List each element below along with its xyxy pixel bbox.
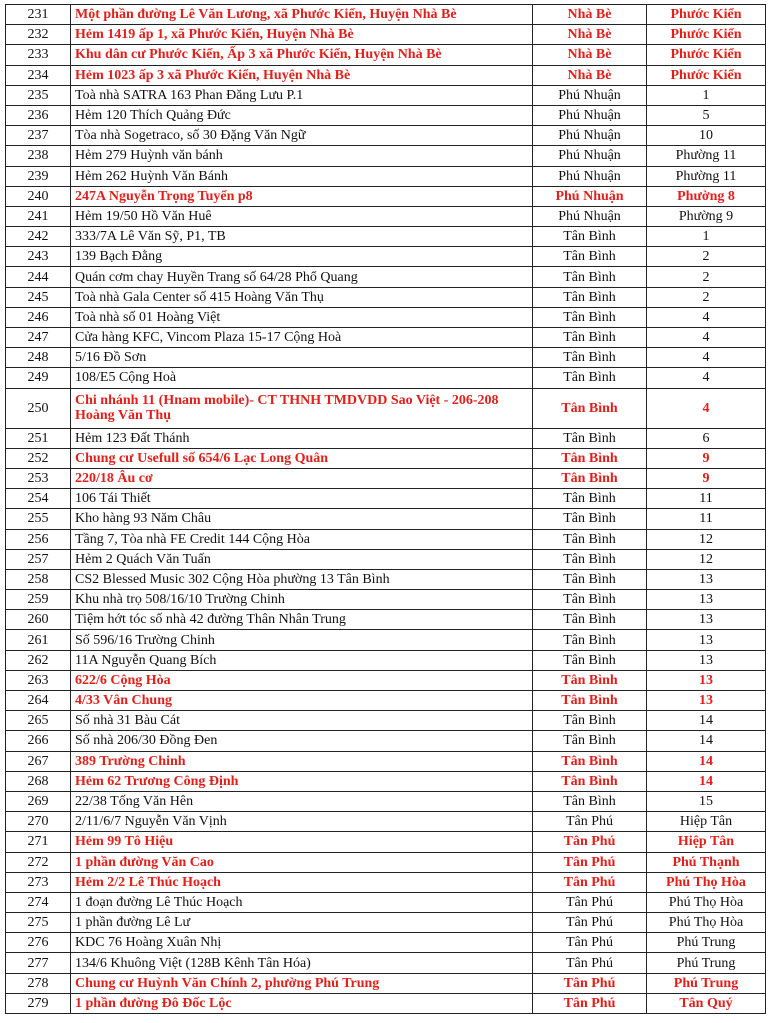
address-cell: Toà nhà Gala Center số 415 Hoàng Văn Thụ: [71, 287, 533, 307]
ward-cell: 13: [647, 590, 766, 610]
district-cell: Tân Bình: [533, 348, 647, 368]
district-cell: Tân Bình: [533, 590, 647, 610]
district-cell: Phú Nhuận: [533, 126, 647, 146]
row-number-cell: 253: [6, 468, 71, 488]
row-number-cell: 270: [6, 812, 71, 832]
district-cell: Tân Phú: [533, 832, 647, 852]
row-number-cell: 235: [6, 85, 71, 105]
ward-cell: 9: [647, 468, 766, 488]
ward-cell: Phú Trung: [647, 933, 766, 953]
ward-cell: 4: [647, 328, 766, 348]
row-number-cell: 247: [6, 328, 71, 348]
table-row: [6, 428, 766, 448]
ward-cell: 14: [647, 771, 766, 791]
row-number-cell: 232: [6, 25, 71, 45]
address-cell: 2/11/6/7 Nguyễn Văn Vịnh: [71, 812, 533, 832]
ward-cell: Phú Trung: [647, 973, 766, 993]
address-cell: 1 phần đường Văn Cao: [71, 852, 533, 872]
address-cell: Hẻm 123 Đất Thánh: [71, 428, 533, 448]
row-number-cell: 269: [6, 791, 71, 811]
address-cell: Hẻm 279 Huỳnh văn bánh: [71, 146, 533, 166]
table-row: [6, 489, 766, 509]
district-cell: Nhà Bè: [533, 25, 647, 45]
table-row: [6, 348, 766, 368]
address-cell: 4/33 Vân Chung: [71, 691, 533, 711]
ward-cell: 4: [647, 368, 766, 388]
row-number-cell: 278: [6, 973, 71, 993]
ward-cell: Hiệp Tân: [647, 812, 766, 832]
ward-cell: 14: [647, 711, 766, 731]
address-cell: 139 Bạch Đằng: [71, 247, 533, 267]
row-number-cell: 274: [6, 892, 71, 912]
row-number-cell: 256: [6, 529, 71, 549]
table-row: [6, 25, 766, 45]
table-row: [6, 670, 766, 690]
row-number-cell: 246: [6, 307, 71, 327]
ward-cell: Phú Trung: [647, 953, 766, 973]
row-number-cell: 245: [6, 287, 71, 307]
address-cell: 220/18 Âu cơ: [71, 468, 533, 488]
row-number-cell: 276: [6, 933, 71, 953]
district-cell: Tân Bình: [533, 610, 647, 630]
district-cell: Tân Bình: [533, 509, 647, 529]
table-row: [6, 913, 766, 933]
table-row: [6, 186, 766, 206]
address-cell: Hẻm 262 Huỳnh Văn Bánh: [71, 166, 533, 186]
district-cell: Nhà Bè: [533, 5, 647, 25]
ward-cell: 2: [647, 287, 766, 307]
row-number-cell: 252: [6, 448, 71, 468]
address-cell: Khu nhà trọ 508/16/10 Trường Chinh: [71, 590, 533, 610]
address-cell: Số nhà 31 Bàu Cát: [71, 711, 533, 731]
row-number-cell: 277: [6, 953, 71, 973]
table-row: [6, 832, 766, 852]
district-cell: Tân Phú: [533, 953, 647, 973]
district-cell: Tân Bình: [533, 771, 647, 791]
district-cell: Nhà Bè: [533, 65, 647, 85]
district-cell: Tân Bình: [533, 388, 647, 428]
address-cell: 333/7A Lê Văn Sỹ, P1, TB: [71, 227, 533, 247]
address-cell: Số 596/16 Trường Chinh: [71, 630, 533, 650]
address-cell: Chi nhánh 11 (Hnam mobile)- CT THNH TMDVDD Sao Việt - 206-208 Hoàng Văn Thụ: [71, 388, 533, 428]
row-number-cell: 272: [6, 852, 71, 872]
row-number-cell: 254: [6, 489, 71, 509]
district-cell: Tân Bình: [533, 691, 647, 711]
row-number-cell: 234: [6, 65, 71, 85]
district-cell: Tân Phú: [533, 933, 647, 953]
address-cell: 108/E5 Cộng Hoà: [71, 368, 533, 388]
row-number-cell: 266: [6, 731, 71, 751]
table-row: [6, 892, 766, 912]
ward-cell: Phú Thọ Hòa: [647, 913, 766, 933]
table-row: [6, 630, 766, 650]
table-row: [6, 227, 766, 247]
district-cell: Tân Bình: [533, 428, 647, 448]
district-cell: Tân Bình: [533, 529, 647, 549]
row-number-cell: 233: [6, 45, 71, 65]
ward-cell: Phước Kiển: [647, 25, 766, 45]
district-cell: Phú Nhuận: [533, 186, 647, 206]
address-cell: Tòa nhà Sogetraco, số 30 Đặng Văn Ngữ: [71, 126, 533, 146]
table-row: [6, 529, 766, 549]
district-cell: Phú Nhuận: [533, 105, 647, 125]
row-number-cell: 265: [6, 711, 71, 731]
district-cell: Tân Bình: [533, 731, 647, 751]
district-cell: Tân Bình: [533, 368, 647, 388]
ward-cell: 2: [647, 267, 766, 287]
row-number-cell: 238: [6, 146, 71, 166]
table-row: [6, 388, 766, 428]
address-cell: Chung cư Huỳnh Văn Chính 2, phường Phú Trung: [71, 973, 533, 993]
row-number-cell: 231: [6, 5, 71, 25]
district-cell: Tân Bình: [533, 307, 647, 327]
ward-cell: Phường 8: [647, 186, 766, 206]
row-number-cell: 271: [6, 832, 71, 852]
table-row: [6, 85, 766, 105]
ward-cell: Phường 11: [647, 146, 766, 166]
row-number-cell: 248: [6, 348, 71, 368]
table-row: [6, 549, 766, 569]
address-cell: 389 Trường Chinh: [71, 751, 533, 771]
district-cell: Tân Phú: [533, 852, 647, 872]
ward-cell: Phú Thạnh: [647, 852, 766, 872]
district-cell: Phú Nhuận: [533, 85, 647, 105]
table-row: [6, 852, 766, 872]
row-number-cell: 261: [6, 630, 71, 650]
address-cell: Kho hàng 93 Năm Châu: [71, 509, 533, 529]
ward-cell: Phước Kiển: [647, 65, 766, 85]
district-cell: Tân Phú: [533, 872, 647, 892]
table-row: [6, 993, 766, 1013]
table-row: [6, 691, 766, 711]
row-number-cell: 258: [6, 569, 71, 589]
address-cell: Khu dân cư Phước Kiển, Ấp 3 xã Phước Kiển, Huyện Nhà Bè: [71, 45, 533, 65]
locations-table-body: [6, 5, 766, 1014]
row-number-cell: 263: [6, 670, 71, 690]
table-row: [6, 953, 766, 973]
ward-cell: Phú Thọ Hòa: [647, 872, 766, 892]
district-cell: Tân Bình: [533, 247, 647, 267]
address-cell: Tiệm hớt tóc số nhà 42 đường Thân Nhân Trung: [71, 610, 533, 630]
address-cell: Hẻm 2/2 Lê Thúc Hoạch: [71, 872, 533, 892]
district-cell: Nhà Bè: [533, 45, 647, 65]
ward-cell: Phú Thọ Hòa: [647, 892, 766, 912]
address-cell: 5/16 Đồ Sơn: [71, 348, 533, 368]
ward-cell: Hiệp Tân: [647, 832, 766, 852]
address-cell: 22/38 Tống Văn Hên: [71, 791, 533, 811]
ward-cell: 1: [647, 85, 766, 105]
row-number-cell: 251: [6, 428, 71, 448]
row-number-cell: 267: [6, 751, 71, 771]
locations-table: [5, 4, 766, 1014]
table-row: [6, 206, 766, 226]
ward-cell: Phường 9: [647, 206, 766, 226]
district-cell: Tân Bình: [533, 227, 647, 247]
table-row: [6, 731, 766, 751]
ward-cell: 14: [647, 751, 766, 771]
address-cell: 622/6 Cộng Hòa: [71, 670, 533, 690]
address-cell: Hẻm 99 Tô Hiệu: [71, 832, 533, 852]
table-row: [6, 610, 766, 630]
district-cell: Phú Nhuận: [533, 206, 647, 226]
table-row: [6, 509, 766, 529]
table-row: [6, 5, 766, 25]
row-number-cell: 240: [6, 186, 71, 206]
district-cell: Tân Bình: [533, 569, 647, 589]
row-number-cell: 236: [6, 105, 71, 125]
district-cell: Tân Bình: [533, 791, 647, 811]
district-cell: Tân Bình: [533, 650, 647, 670]
ward-cell: Phường 11: [647, 166, 766, 186]
row-number-cell: 249: [6, 368, 71, 388]
ward-cell: 9: [647, 448, 766, 468]
row-number-cell: 262: [6, 650, 71, 670]
row-number-cell: 275: [6, 913, 71, 933]
ward-cell: 10: [647, 126, 766, 146]
row-number-cell: 250: [6, 388, 71, 428]
table-row: [6, 872, 766, 892]
ward-cell: 2: [647, 247, 766, 267]
row-number-cell: 241: [6, 206, 71, 226]
ward-cell: 11: [647, 509, 766, 529]
address-cell: Chung cư Usefull số 654/6 Lạc Long Quân: [71, 448, 533, 468]
row-number-cell: 237: [6, 126, 71, 146]
address-cell: KDC 76 Hoàng Xuân Nhị: [71, 933, 533, 953]
table-row: [6, 368, 766, 388]
row-number-cell: 273: [6, 872, 71, 892]
table-row: [6, 126, 766, 146]
address-cell: 1 phần đường Lê Lư: [71, 913, 533, 933]
ward-cell: 4: [647, 388, 766, 428]
ward-cell: 13: [647, 650, 766, 670]
district-cell: Tân Bình: [533, 751, 647, 771]
address-cell: 1 phần đường Đô Đốc Lộc: [71, 993, 533, 1013]
table-row: [6, 812, 766, 832]
table-row: [6, 448, 766, 468]
table-row: [6, 791, 766, 811]
address-cell: 106 Tái Thiết: [71, 489, 533, 509]
address-cell: 247A Nguyễn Trọng Tuyển p8: [71, 186, 533, 206]
table-row: [6, 105, 766, 125]
district-cell: Tân Phú: [533, 993, 647, 1013]
ward-cell: 13: [647, 610, 766, 630]
row-number-cell: 268: [6, 771, 71, 791]
address-cell: Một phần đường Lê Văn Lương, xã Phước Kiển, Huyện Nhà Bè: [71, 5, 533, 25]
row-number-cell: 257: [6, 549, 71, 569]
row-number-cell: 239: [6, 166, 71, 186]
district-cell: Phú Nhuận: [533, 166, 647, 186]
district-cell: Tân Phú: [533, 812, 647, 832]
address-cell: Toà nhà số 01 Hoàng Việt: [71, 307, 533, 327]
table-row: [6, 247, 766, 267]
row-number-cell: 264: [6, 691, 71, 711]
address-cell: Cửa hàng KFC, Vincom Plaza 15-17 Cộng Hoà: [71, 328, 533, 348]
address-cell: 11A Nguyễn Quang Bích: [71, 650, 533, 670]
ward-cell: 4: [647, 307, 766, 327]
row-number-cell: 243: [6, 247, 71, 267]
table-row: [6, 267, 766, 287]
row-number-cell: 242: [6, 227, 71, 247]
district-cell: Tân Phú: [533, 973, 647, 993]
table-row: [6, 751, 766, 771]
district-cell: Tân Bình: [533, 267, 647, 287]
address-cell: Hẻm 1023 ấp 3 xã Phước Kiển, Huyện Nhà Bè: [71, 65, 533, 85]
ward-cell: 13: [647, 630, 766, 650]
address-cell: Số nhà 206/30 Đồng Đen: [71, 731, 533, 751]
district-cell: Tân Bình: [533, 711, 647, 731]
table-row: [6, 468, 766, 488]
table-row: [6, 287, 766, 307]
ward-cell: 11: [647, 489, 766, 509]
ward-cell: Phước Kiển: [647, 45, 766, 65]
district-cell: Tân Bình: [533, 670, 647, 690]
table-row: [6, 590, 766, 610]
district-cell: Tân Bình: [533, 489, 647, 509]
ward-cell: Tân Quý: [647, 993, 766, 1013]
row-number-cell: 259: [6, 590, 71, 610]
ward-cell: 12: [647, 549, 766, 569]
row-number-cell: 244: [6, 267, 71, 287]
row-number-cell: 260: [6, 610, 71, 630]
table-row: [6, 933, 766, 953]
table-row: [6, 45, 766, 65]
ward-cell: 6: [647, 428, 766, 448]
table-row: [6, 771, 766, 791]
district-cell: Tân Bình: [533, 549, 647, 569]
district-cell: Tân Bình: [533, 448, 647, 468]
address-cell: Quán cơm chay Huyền Trang số 64/28 Phổ Quang: [71, 267, 533, 287]
table-row: [6, 166, 766, 186]
table-row: [6, 307, 766, 327]
address-cell: 1 đoạn đường Lê Thúc Hoạch: [71, 892, 533, 912]
ward-cell: 13: [647, 569, 766, 589]
ward-cell: Phước Kiển: [647, 5, 766, 25]
table-row: [6, 146, 766, 166]
ward-cell: 15: [647, 791, 766, 811]
district-cell: Tân Bình: [533, 630, 647, 650]
district-cell: Tân Bình: [533, 468, 647, 488]
ward-cell: 13: [647, 670, 766, 690]
ward-cell: 12: [647, 529, 766, 549]
ward-cell: 5: [647, 105, 766, 125]
address-cell: Hẻm 19/50 Hồ Văn Huê: [71, 206, 533, 226]
ward-cell: 4: [647, 348, 766, 368]
table-row: [6, 569, 766, 589]
table-row: [6, 65, 766, 85]
ward-cell: 14: [647, 731, 766, 751]
address-cell: 134/6 Khuông Việt (128B Kênh Tân Hóa): [71, 953, 533, 973]
address-cell: Hẻm 120 Thích Quảng Đức: [71, 105, 533, 125]
district-cell: Tân Bình: [533, 328, 647, 348]
ward-cell: 13: [647, 691, 766, 711]
district-cell: Tân Bình: [533, 287, 647, 307]
district-cell: Tân Phú: [533, 892, 647, 912]
address-cell: Hẻm 2 Quách Văn Tuấn: [71, 549, 533, 569]
table-row: [6, 650, 766, 670]
district-cell: Phú Nhuận: [533, 146, 647, 166]
address-cell: Tầng 7, Tòa nhà FE Credit 144 Cộng Hòa: [71, 529, 533, 549]
row-number-cell: 279: [6, 993, 71, 1013]
table-row: [6, 711, 766, 731]
address-cell: Hẻm 1419 ấp 1, xã Phước Kiển, Huyện Nhà Bè: [71, 25, 533, 45]
ward-cell: 1: [647, 227, 766, 247]
table-row: [6, 328, 766, 348]
address-cell: Toà nhà SATRA 163 Phan Đăng Lưu P.1: [71, 85, 533, 105]
district-cell: Tân Phú: [533, 913, 647, 933]
row-number-cell: 255: [6, 509, 71, 529]
address-cell: CS2 Blessed Music 302 Cộng Hòa phường 13 Tân Bình: [71, 569, 533, 589]
address-cell: Hẻm 62 Trương Công Định: [71, 771, 533, 791]
table-row: [6, 973, 766, 993]
